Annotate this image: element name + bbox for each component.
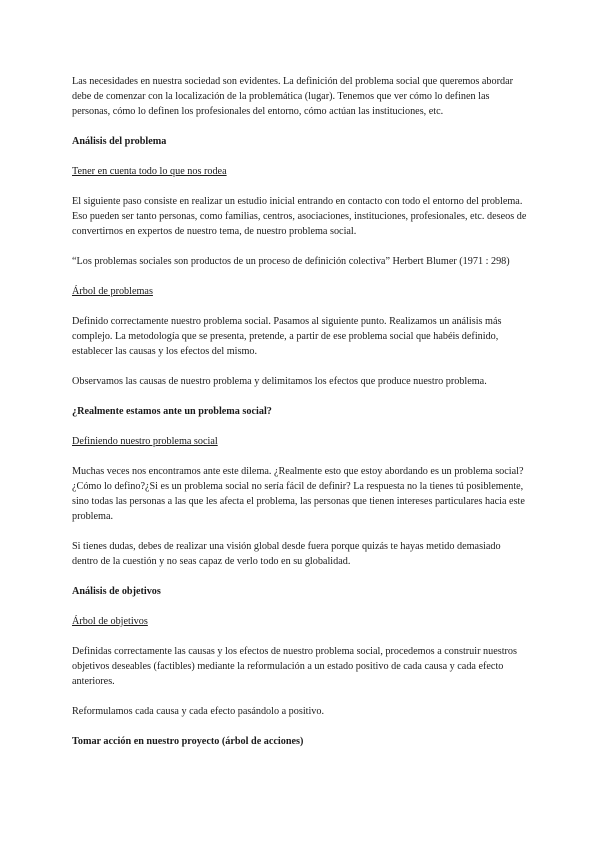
subheading-definiendo: Definiendo nuestro problema social [72, 436, 218, 447]
heading-problema-social: ¿Realmente estamos ante un problema social? [72, 406, 272, 417]
heading-tomar-accion: Tomar acción en nuestro proyecto (árbol de acciones) [72, 736, 304, 747]
subheading-entorno: Tener en cuenta todo lo que nos rodea [72, 166, 227, 177]
paragraph-objetivos: Definidas correctamente las causas y los efectos de nuestro problema social, procedemos a construir nuestros objetivos deseables (factibles) mediante la reformulación a un estado positivo de cada causa y cada efecto anteriores. [72, 646, 517, 687]
paragraph-vision-global: Si tienes dudas, debes de realizar una visión global desde fuera porque quizás te hayas metido demasiado dentro de la cuestión y no seas capaz de verlo todo en su globalidad. [72, 541, 501, 567]
subheading-arbol-problemas: Árbol de problemas [72, 286, 153, 297]
heading-analisis-objetivos: Análisis de objetivos [72, 586, 161, 597]
document-page [72, 74, 528, 764]
subheading-arbol-objetivos: Árbol de objetivos [72, 616, 148, 627]
intro-paragraph: Las necesidades en nuestra sociedad son evidentes. La definición del problema social que queremos abordar debe de comenzar con la localización de la problemática (lugar). Tenemos que ver cómo lo definen las personas, cómo lo definen los profesionales del entorno, cómo actúan las instituciones, etc. [72, 76, 514, 117]
paragraph-analisis-complejo: Definido correctamente nuestro problema social. Pasamos al siguiente punto. Realizamos un análisis más complejo. La metodología que se presenta, pretende, a partir de ese problema social que habéis definido, establecer las causas y los efectos del mismo. [72, 316, 502, 357]
paragraph-causas-efectos: Observamos las causas de nuestro problema y delimitamos los efectos que produce nuestro problema. [72, 376, 487, 387]
heading-analisis-problema: Análisis del problema [72, 136, 167, 147]
paragraph-estudio-inicial: El siguiente paso consiste en realizar un estudio inicial entrando en contacto con todo el entorno del problema. Eso pueden ser tanto personas, como familias, centros, asociaciones, instituciones, profesionales, etc. deseos de convertirnos en expertos de nuestro tema, de nuestro problema social. [72, 196, 527, 237]
paragraph-reformulamos: Reformulamos cada causa y cada efecto pasándolo a positivo. [72, 706, 325, 717]
paragraph-dilema: Muchas veces nos encontramos ante este dilema. ¿Realmente esto que estoy abordando es un problema social?¿Cómo lo defino?¿Si es un problema social no sería fácil de definir? La respuesta no la tienes tú posiblemente, sino todas las personas a las que les afecta el problema, las personas que tienen intereses particulares hacia este problema. [72, 466, 525, 522]
quote-blumer: “Los problemas sociales son productos de un proceso de definición colectiva” Herbert Blumer (1971 : 298) [72, 256, 510, 267]
